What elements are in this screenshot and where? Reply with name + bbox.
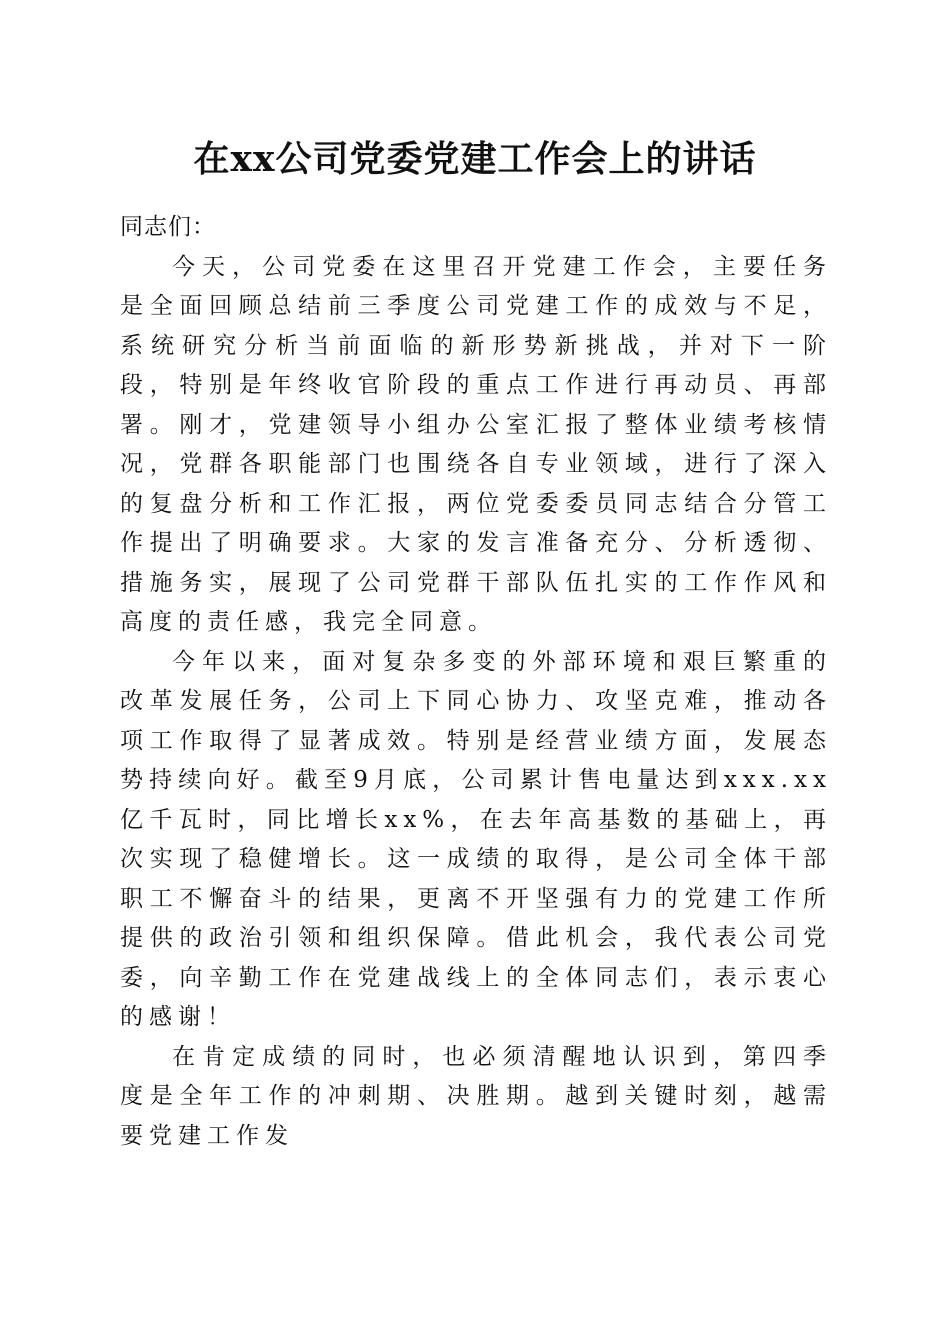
paragraph-1: 今天，公司党委在这里召开党建工作会，主要任务是全面回顾总结前三季度公司党建工作的成效与不足，系统研究分析当前面临的新形势新挑战，并对下一阶段，特别是年终收官阶段的重点工作进行再动员、再部署。刚才，党建领导小组办公室汇报了整体业绩考核情况，党群各职能部门也围绕各自专业领域，进行了深入的复盘分析和工作汇报，两位党委委员同志结合分管工作提出了明确要求。大家的发言准备充分、分析透彻、措施务实，展现了公司党群干部队伍扎实的工作作风和高度的责任感，我完全同意。 [120,253,832,635]
document-title: 在xx公司党委党建工作会上的讲话 [193,138,757,180]
salutation: 同志们： [120,214,216,240]
speech-body [120,208,832,1156]
paragraph-3: 在肯定成绩的同时，也必须清醒地认识到，第四季度是全年工作的冲刺期、决胜期。越到关键时刻，越需要党建工作发 [120,1043,832,1149]
paragraph-2: 今年以来，面对复杂多变的外部环境和艰巨繁重的改革发展任务，公司上下同心协力、攻坚克难，推动各项工作取得了显著成效。特别是经营业绩方面，发展态势持续向好。截至9月底，公司累计售电量达到xxx.xx亿千瓦时，同比增长xx%，在去年高基数的基础上，再次实现了稳健增长。这一成绩的取得，是公司全体干部职工不懈奋斗的结果，更离不开坚强有力的党建工作所提供的政治引领和组织保障。借此机会，我代表公司党委，向辛勤工作在党建战线上的全体同志们，表示衷心的感谢！ [120,648,832,1030]
